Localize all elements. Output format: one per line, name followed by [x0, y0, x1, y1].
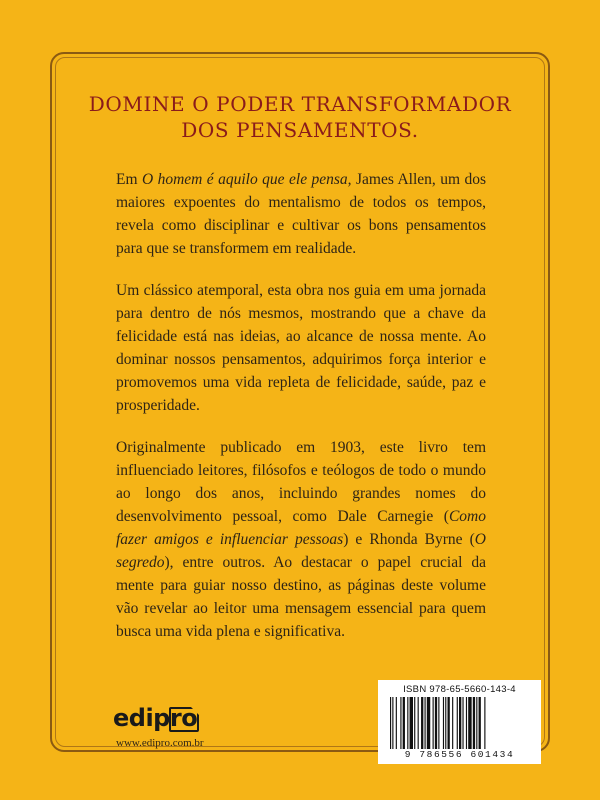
barcode-bar — [462, 697, 463, 749]
barcode-bar — [473, 697, 475, 749]
barcode-bar — [427, 697, 430, 749]
barcode-bar — [448, 697, 450, 749]
barcode-bar — [479, 697, 481, 749]
barcode-bar — [403, 697, 405, 749]
barcode-bar — [457, 697, 458, 749]
barcode-bar — [459, 697, 461, 749]
headline-line-1: DOMINE O PODER TRANSFORMADOR — [88, 92, 512, 116]
barcode-bar — [410, 697, 413, 749]
paragraph-1-rest: James Allen, um dos maiores expoentes do mentalismo de todos os tempos, revela como disciplinar e cultivar os bons pensamentos para que se transformem em realidade. — [116, 171, 486, 257]
paragraph-1-lead: Em — [116, 171, 142, 188]
barcode-bar — [476, 697, 477, 749]
isbn-barcode-panel — [378, 680, 541, 764]
cover-headline — [60, 91, 540, 143]
publisher-logo — [113, 703, 223, 733]
barcode-bar — [438, 697, 439, 749]
blurb-paragraph-2: Um clássico atemporal, esta obra nos guia em uma jornada para dentro de nós mesmos, mostrando que a chave da felicidade está nas ideias, ao alcance de nossa mente. Ao dominar nossos pensamentos, adquirimos força interior e promovemos uma vida repleta de felicidade, saúde, paz e prosperidade. — [116, 282, 486, 414]
paragraph-3-part-3: ), entre outros. Ao destacar o papel crucial da mente para guiar nosso destino, as páginas deste volume vão revelar ao leitor uma mensagem essencial para quem busca uma vida plena e significativa. — [116, 554, 486, 640]
barcode-bar — [433, 697, 434, 749]
paragraph-3-part-1: Originalmente publicado em 1903, este livro tem influenciado leitores, filósofos e teólogos de todo o mundo ao longo dos anos, incluindo grandes nomes do desenvolvimento pessoal, como Dale Carnegie ( — [116, 439, 486, 525]
barcode-bar — [445, 697, 446, 749]
barcode-bar — [452, 697, 453, 749]
barcode-bar — [435, 697, 437, 749]
barcode-bar — [468, 697, 471, 749]
blurb-text — [116, 168, 486, 662]
barcode-bar — [421, 697, 423, 749]
barcode-bar — [418, 697, 419, 749]
barcode-bar — [414, 697, 415, 749]
referenced-title-2: O segredo — [116, 531, 486, 571]
barcode-bar — [443, 697, 444, 749]
barcode-bar — [425, 697, 426, 749]
barcode-bar — [484, 697, 485, 749]
publisher-logo-text: edipro — [113, 704, 198, 732]
barcode-bar — [392, 697, 393, 749]
isbn-label: ISBN 978-65-5660-143-4 — [403, 684, 516, 695]
barcode-bar — [400, 697, 401, 749]
barcode-bar — [466, 697, 467, 749]
barcode-bar — [407, 697, 408, 749]
barcode-graphic — [388, 697, 533, 749]
blurb-paragraph-1 — [116, 168, 486, 260]
barcode-digits: 9 786556 601434 — [404, 749, 515, 760]
headline-line-2: DOS PENSAMENTOS. — [181, 118, 419, 142]
book-title-italic: O homem é aquilo que ele pensa, — [141, 171, 352, 188]
barcode-bar — [390, 697, 391, 749]
barcode-bar — [396, 697, 397, 749]
referenced-title-1: Como fazer amigos e influenciar pessoas — [116, 508, 486, 548]
blurb-paragraph-3 — [116, 436, 486, 643]
paragraph-3-part-2: ) e Rhonda Byrne ( — [343, 531, 475, 548]
publisher-website: www.edipro.com.br — [116, 737, 204, 749]
